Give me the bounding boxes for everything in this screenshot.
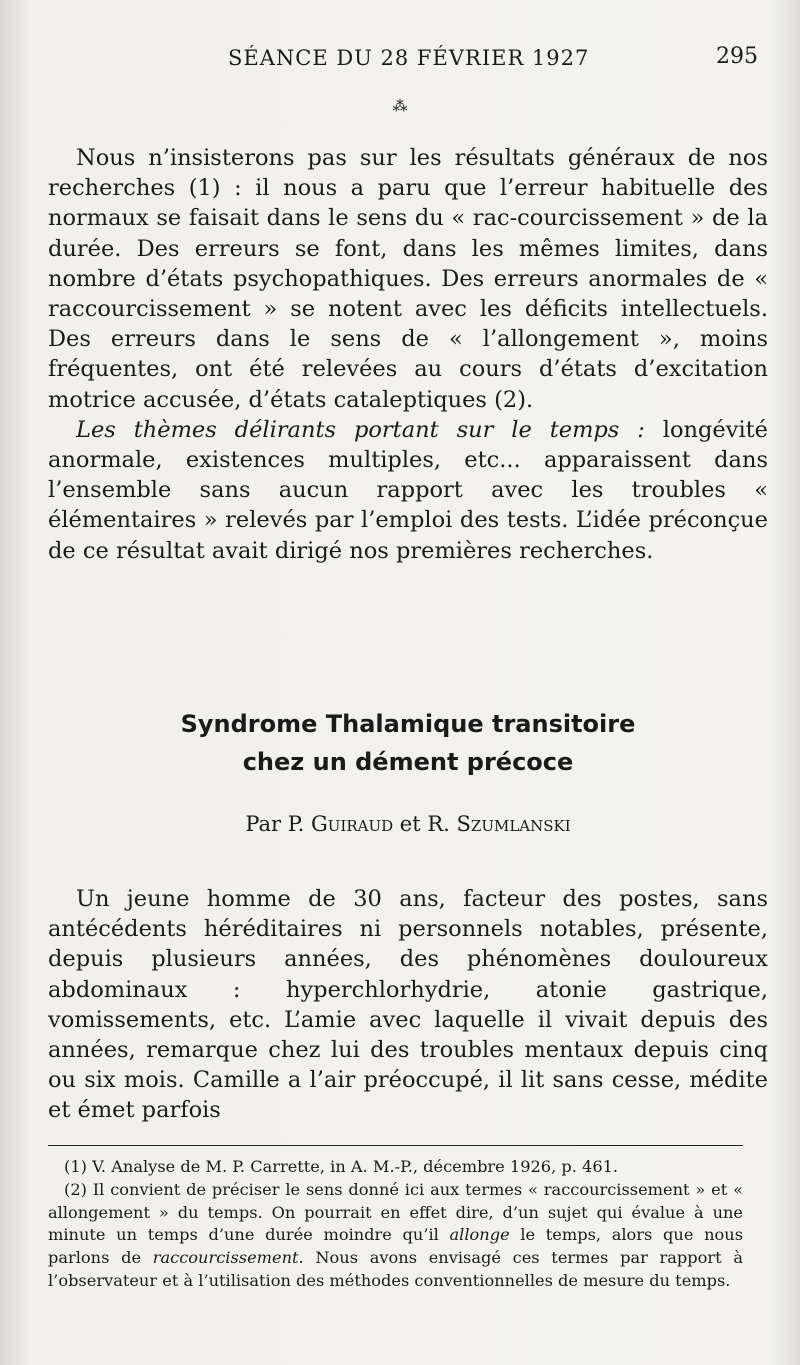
paragraph-text: longévité anormale, existences multiples, etc... apparaissent dans l’ensemble sans aucun rapport avec les troubles « élémentaires » relevés par l’emploi des tests. L’idée préconçue de ce résultat avait dirigé nos premières recherches. (48, 416, 768, 564)
footnote: (1) V. Analyse de M. P. Carrette, in A. M.-P., décembre 1926, p. 461. (64, 1157, 619, 1176)
footnotes (48, 1156, 743, 1293)
article-title (48, 705, 768, 781)
paragraph: Nous n’insisterons pas sur les résultats généraux de nos recherches (1) : il nous a paru que l’erreur habituelle des normaux se faisait dans le sens du « rac-courcissement » de la durée. Des erreurs se font, dans les mêmes limites, dans nombre d’états psychopathiques. Des erreurs anormales de « raccourcissement » se notent avec les déficits intellectuels. Des erreurs dans le sens de « l’allongement », moins fréquentes, ont été relevées au cours d’états d’excitation motrice accusée, d’états cataleptiques (2). (48, 145, 768, 413)
paragraph: Un jeune homme de 30 ans, facteur des postes, sans antécédents héréditaires ni personnels notables, présente, depuis plusieurs années, des phénomènes douloureux abdominaux : hyperchlorhydrie, atonie gastrique, vomissements, etc. L’amie avec laquelle il vivait depuis des années, remarque chez lui des troubles mentaux depuis cinq ou six mois. Camille a l’air préoccupé, il lit sans cesse, médite et émet parfois (48, 886, 768, 1124)
italic-word: raccourcissement. (152, 1248, 304, 1268)
author-name: Guiraud (310, 812, 394, 836)
footnote (48, 1179, 743, 1293)
paragraph (48, 415, 768, 566)
byline-prefix: Par P. (245, 812, 311, 836)
page-number: 295 (716, 44, 758, 69)
author-name: Szumlanski (456, 812, 571, 836)
footnote-text: le temps, alors que nous parlons de (48, 1225, 743, 1268)
article-title-line: Syndrome Thalamique transitoire (180, 710, 636, 738)
italic-phrase: Les thèmes délirants portant sur le temps : (76, 416, 645, 443)
article-title-line: chez un dément précoce (242, 748, 574, 776)
footnote-rule (48, 1145, 743, 1146)
italic-word: allonge (449, 1225, 510, 1245)
previous-article-conclusion (48, 143, 768, 566)
footnote-text: (2) Il convient de préciser le sens donné ici aux termes « raccourcissement » et « allongement » du temps. On pourrait en effet dire, d’un sujet qui évalue à une minute un temps d’une durée moindre qu’il (48, 1179, 743, 1245)
running-head (48, 40, 758, 76)
article-body (48, 884, 768, 1126)
byline (48, 812, 768, 836)
byline-and: et R. (393, 812, 457, 836)
footnote-text: Nous avons envisagé ces termes par rapport à l’observateur et à l’utilisation des méthodes conventionnelles de mesure du temps. (48, 1248, 744, 1290)
running-title: SÉANCE DU 28 FÉVRIER 1927 (228, 46, 590, 70)
asterism: ⁂ (392, 97, 408, 115)
